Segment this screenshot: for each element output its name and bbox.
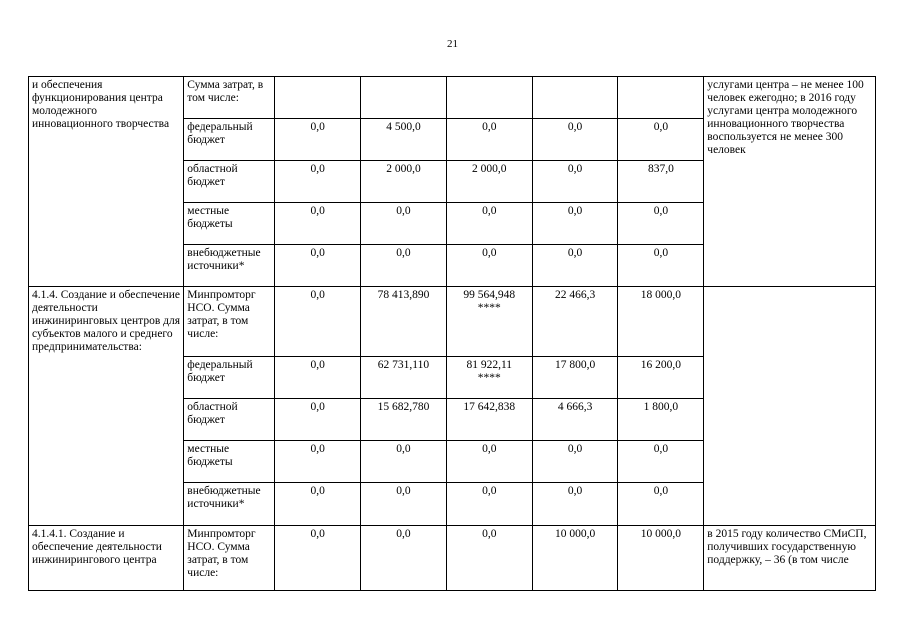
value-cell: 0,0 xyxy=(275,287,361,357)
value-cell xyxy=(446,287,532,357)
value-cell: 0,0 xyxy=(361,483,447,526)
measure-name-cell: 4.1.4. Создание и обеспечение деятельности инжиниринговых центров для субъектов малого и среднего предпринимательства: xyxy=(29,287,184,526)
measure-name-cell: 4.1.4.1. Создание и обеспечение деятельности инжинирингового центра xyxy=(29,526,184,591)
value-cell: 18 000,0 xyxy=(618,287,704,357)
value-cell xyxy=(275,77,361,119)
source-cell: федеральный бюджет xyxy=(184,119,275,161)
value-cell: 0,0 xyxy=(532,119,618,161)
value-cell: 0,0 xyxy=(446,526,532,591)
table-row xyxy=(29,526,876,591)
source-cell: Минпромторг НСО. Сумма затрат, в том числе: xyxy=(184,287,275,357)
value-cell xyxy=(618,77,704,119)
source-cell: федеральный бюджет xyxy=(184,357,275,399)
value-footnote-mark: **** xyxy=(477,372,501,384)
value-cell: 0,0 xyxy=(275,399,361,441)
value-cell: 0,0 xyxy=(275,161,361,203)
value-cell: 0,0 xyxy=(618,119,704,161)
value-cell: 0,0 xyxy=(618,441,704,483)
page-number: 21 xyxy=(447,38,458,50)
value-cell: 0,0 xyxy=(275,441,361,483)
financing-table xyxy=(28,76,876,591)
value-cell: 0,0 xyxy=(275,203,361,245)
source-cell: областной бюджет xyxy=(184,399,275,441)
value-cell: 0,0 xyxy=(361,441,447,483)
value-cell: 0,0 xyxy=(446,119,532,161)
value-cell: 78 413,890 xyxy=(361,287,447,357)
value-cell: 0,0 xyxy=(275,483,361,526)
value-cell: 0,0 xyxy=(446,441,532,483)
value-cell: 2 000,0 xyxy=(446,161,532,203)
expected-result-cell xyxy=(704,287,876,526)
value-cell: 0,0 xyxy=(361,526,447,591)
value-cell: 0,0 xyxy=(532,203,618,245)
value-cell: 0,0 xyxy=(532,245,618,287)
value-cell: 0,0 xyxy=(361,245,447,287)
source-cell: местные бюджеты xyxy=(184,203,275,245)
value-cell: 0,0 xyxy=(275,119,361,161)
value-cell: 17 800,0 xyxy=(532,357,618,399)
value-cell: 0,0 xyxy=(532,483,618,526)
value-cell: 0,0 xyxy=(446,203,532,245)
value-cell: 4 500,0 xyxy=(361,119,447,161)
source-cell: областной бюджет xyxy=(184,161,275,203)
value-cell: 62 731,110 xyxy=(361,357,447,399)
measure-name-cell: и обеспечения функционирования центра молодежного инновационного творчества xyxy=(29,77,184,287)
value-cell: 16 200,0 xyxy=(618,357,704,399)
value-cell xyxy=(532,77,618,119)
value-cell: 4 666,3 xyxy=(532,399,618,441)
value-cell: 0,0 xyxy=(618,203,704,245)
value-cell: 15 682,780 xyxy=(361,399,447,441)
table-row xyxy=(29,287,876,357)
value-cell: 2 000,0 xyxy=(361,161,447,203)
value-text: 99 564,948 xyxy=(463,289,516,301)
value-cell: 0,0 xyxy=(446,483,532,526)
value-cell: 17 642,838 xyxy=(446,399,532,441)
value-cell: 0,0 xyxy=(532,441,618,483)
value-cell: 0,0 xyxy=(618,245,704,287)
expected-result-cell: услугами центра – не менее 100 человек ежегодно; в 2016 году услугами центра молодежного инновационного творчества воспользуется не менее 300 человек xyxy=(704,77,876,287)
value-cell: 837,0 xyxy=(618,161,704,203)
value-cell: 0,0 xyxy=(532,161,618,203)
source-cell: внебюджетные источники* xyxy=(184,483,275,526)
value-cell: 0,0 xyxy=(275,357,361,399)
value-cell: 22 466,3 xyxy=(532,287,618,357)
value-cell: 0,0 xyxy=(275,245,361,287)
value-cell: 0,0 xyxy=(618,483,704,526)
expected-result-cell: в 2015 году количество СМиСП, получивших государственную поддержку, – 36 (в том числе xyxy=(704,526,876,591)
source-cell: внебюджетные источники* xyxy=(184,245,275,287)
table-row xyxy=(29,77,876,119)
value-cell xyxy=(446,357,532,399)
value-cell: 1 800,0 xyxy=(618,399,704,441)
value-cell: 10 000,0 xyxy=(618,526,704,591)
value-cell xyxy=(361,77,447,119)
value-cell: 0,0 xyxy=(361,203,447,245)
value-cell xyxy=(446,77,532,119)
source-cell: Сумма затрат, в том числе: xyxy=(184,77,275,119)
value-cell: 0,0 xyxy=(446,245,532,287)
source-cell: местные бюджеты xyxy=(184,441,275,483)
value-cell: 0,0 xyxy=(275,526,361,591)
value-text: 81 922,11 xyxy=(466,359,513,371)
source-cell: Минпромторг НСО. Сумма затрат, в том числе: xyxy=(184,526,275,591)
value-cell: 10 000,0 xyxy=(532,526,618,591)
value-footnote-mark: **** xyxy=(477,302,501,314)
